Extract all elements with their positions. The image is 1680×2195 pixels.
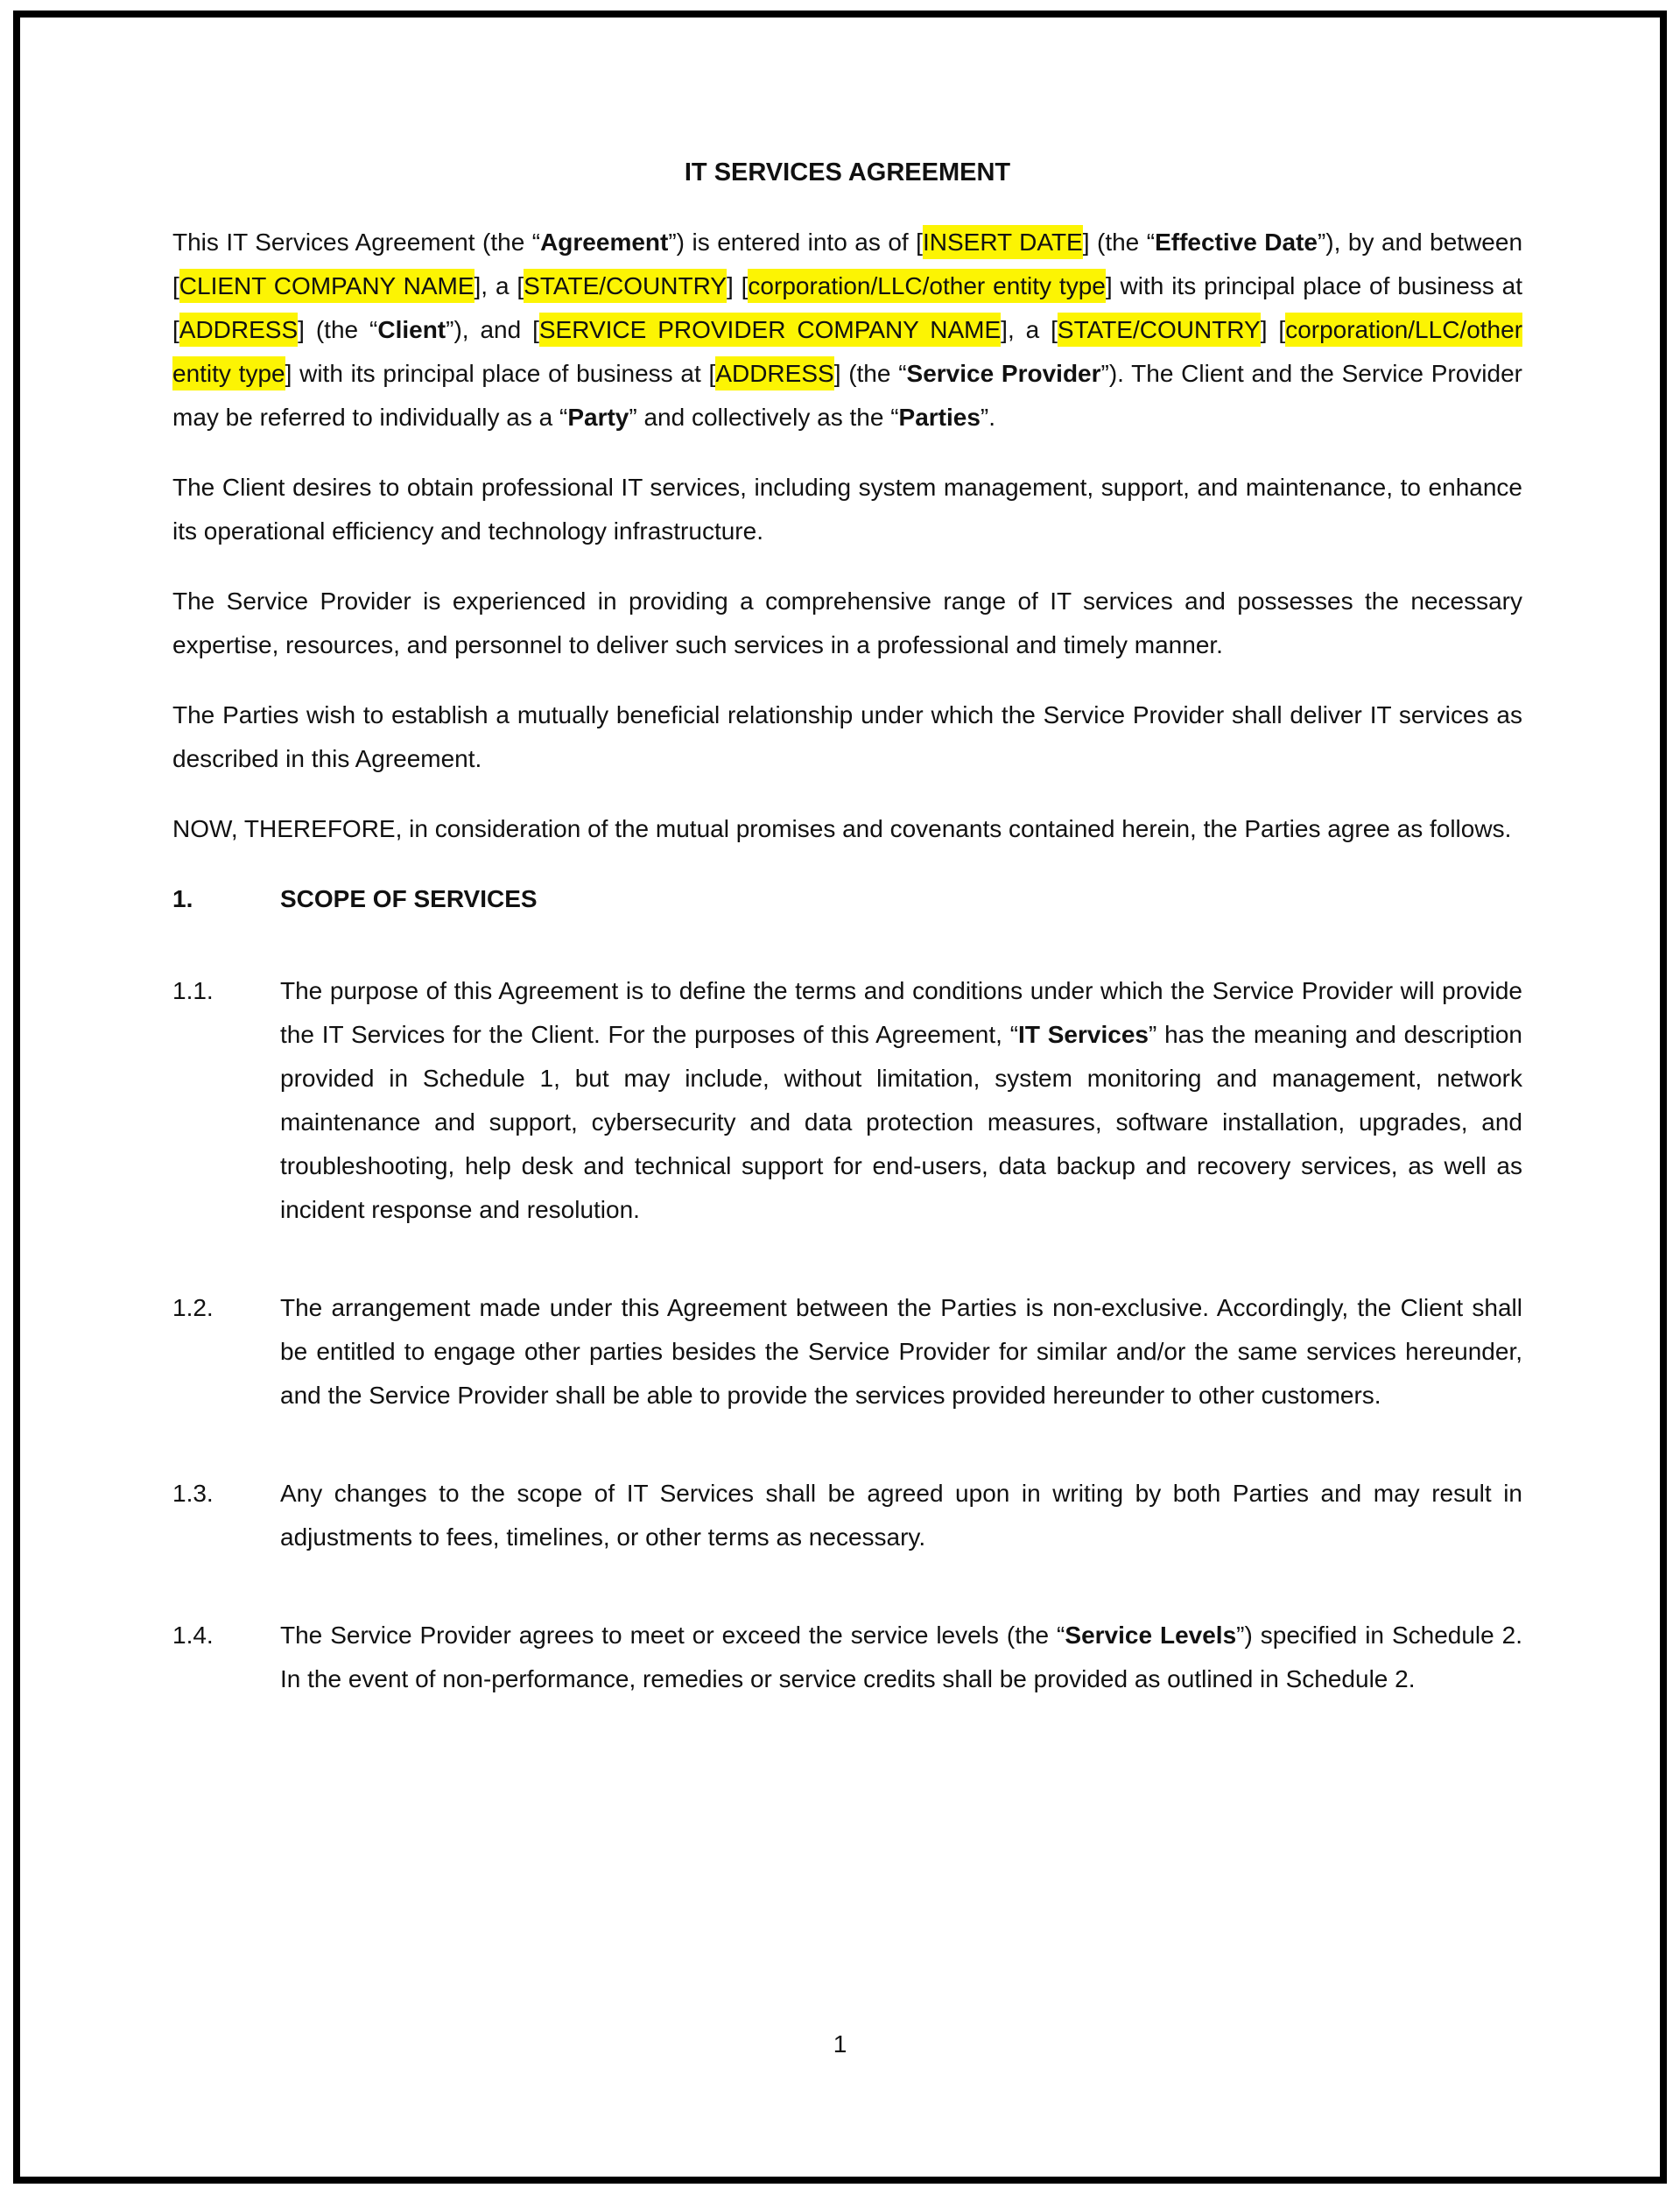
paragraphs-container xyxy=(172,221,1522,1701)
section-heading: 1. SCOPE OF SERVICES xyxy=(172,877,1522,921)
clause-number: 1.3. xyxy=(172,1480,214,1507)
clause-number: 1. xyxy=(172,885,193,912)
placeholder-highlight: CLIENT COMPANY NAME xyxy=(179,269,474,303)
clause-number: 1.1. xyxy=(172,977,214,1004)
document-body xyxy=(172,151,1522,1755)
placeholder-highlight: corporation/LLC/other entity type xyxy=(172,313,1522,390)
paragraph: NOW, THEREFORE, in consideration of the mutual promises and covenants contained herein, the Parties agree as follows. xyxy=(172,815,1512,842)
numbered-clause: 1.2. The arrangement made under this Agreement between the Parties is non-exclusive. Accordingly, the Client shall be entitled to engage other parties besides the Service Provider for similar and/or the same services hereunder, and the Service Provider shall be able to provide the services provided hereunder to other customers. xyxy=(172,1286,1522,1418)
document-title: IT SERVICES AGREEMENT xyxy=(684,158,1011,186)
paragraph: The Service Provider is experienced in providing a comprehensive range of IT services and possesses the necessary expertise, resources, and personnel to deliver such services in a professional and timely manner. xyxy=(172,587,1522,658)
placeholder-highlight: ADDRESS xyxy=(179,313,298,347)
placeholder-highlight: SERVICE PROVIDER COMPANY NAME xyxy=(539,313,1001,347)
numbered-clause: 1.4. The Service Provider agrees to meet or exceed the service levels (the “Service Levels”) specified in Schedule 2. In the event of non-performance, remedies or service credits shall be provided as outlined in Schedule 2. xyxy=(172,1614,1522,1701)
placeholder-highlight: INSERT DATE xyxy=(923,225,1083,259)
paragraph: The Parties wish to establish a mutually beneficial relationship under which the Service Provider shall deliver IT services as described in this Agreement. xyxy=(172,701,1522,772)
placeholder-highlight: corporation/LLC/other entity type xyxy=(748,269,1105,303)
placeholder-highlight: STATE/COUNTRY xyxy=(1058,313,1261,347)
paragraph: This IT Services Agreement (the “Agreement”) is entered into as of [INSERT DATE] (the “Effective Date”), by and between [CLIENT COMPANY NAME], a [STATE/COUNTRY] [corporation/LLC/other entity type] with its principal place of business at [ADDRESS] (the “Client”), and [SERVICE PROVIDER COMPANY NAME], a [STATE/COUNTRY] [corporation/LLC/other entity type] with its principal place of business at [ADDRESS] (the “Service Provider”). The Client and the Service Provider may be referred to individually as a “Party” and collectively as the “Parties”. xyxy=(172,221,1522,440)
numbered-clause: 1.1. The purpose of this Agreement is to define the terms and conditions under which the Service Provider will provide the IT Services for the Client. For the purposes of this Agreement, “IT Services” has the meaning and description provided in Schedule 1, but may include, without limitation, system monitoring and management, network maintenance and support, cybersecurity and data protection measures, software installation, upgrades, and troubleshooting, help desk and technical support for end-users, data backup and recovery services, as well as incident response and resolution. xyxy=(172,969,1522,1232)
numbered-clause: 1.3. Any changes to the scope of IT Services shall be agreed upon in writing by both Parties and may result in adjustments to fees, timelines, or other terms as necessary. xyxy=(172,1472,1522,1559)
clause-number: 1.2. xyxy=(172,1294,214,1321)
placeholder-highlight: ADDRESS xyxy=(715,356,833,390)
clause-number: 1.4. xyxy=(172,1622,214,1649)
page-number: 1 xyxy=(833,2030,847,2058)
placeholder-highlight: STATE/COUNTRY xyxy=(524,269,727,303)
paragraph: The Client desires to obtain professional IT services, including system management, support, and maintenance, to enhance its operational efficiency and technology infrastructure. xyxy=(172,474,1522,545)
